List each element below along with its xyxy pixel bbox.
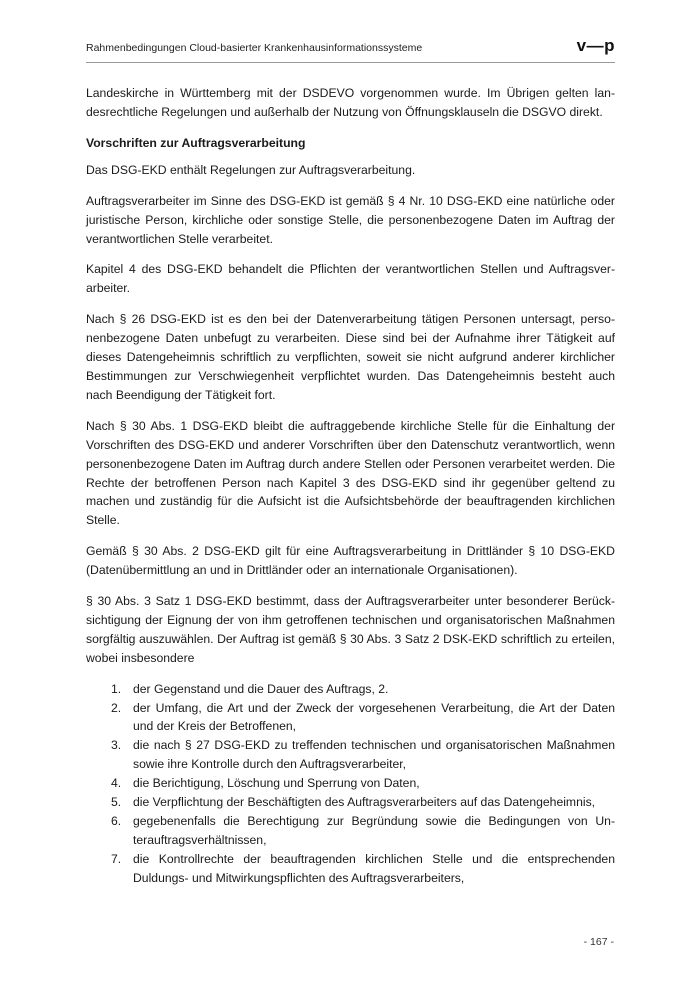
list-item xyxy=(86,774,615,793)
header-title: Rahmenbedingungen Cloud-basierter Krankenhausinformationssysteme xyxy=(86,42,423,54)
page-header xyxy=(86,36,615,63)
list-item xyxy=(86,736,615,774)
list-item xyxy=(86,680,615,699)
paragraph-intro: Landeskirche in Württemberg mit der DSDEVO vorgenommen wurde. Im Übrigen gelten landesrechtliche Regelungen und außerhalb der Nutzung von Öffnungsklauseln die DSGVO direkt. xyxy=(86,86,615,119)
list-item-text: der Umfang, die Art und der Zweck der vorgesehenen Verarbeitung, die Art der Daten und der Kreis der Betroffenen, xyxy=(133,700,615,734)
vp-logo: v—p xyxy=(576,36,615,55)
list-item xyxy=(86,812,615,850)
paragraph-3: Kapitel 4 des DSG-EKD behandelt die Pflichten der verantwortlichen Stellen und Auftragsverarbeiter. xyxy=(86,262,615,296)
paragraph-7: § 30 Abs. 3 Satz 1 DSG-EKD bestimmt, dass der Auftragsverarbeiter unter besonderer Berücksichtigung der Eignung der von ihm getroffenen technischen und organisatorischen Maßnahmen sorgfältig auszuwählen. Der Auftrag ist gemäß § 30 Abs. 3 Satz 2 DSK-EKD schriftlich zu erteilen, wobei insbesondere xyxy=(86,594,615,665)
list-item-text: der Gegenstand und die Dauer des Auftrags, 2. xyxy=(133,681,389,696)
list-item-number: 2. xyxy=(111,700,122,715)
list-item xyxy=(86,793,615,812)
list-item-number: 6. xyxy=(111,814,122,828)
list-item-text: die Verpflichtung der Beschäftigten des Auftragsverarbeiters auf das Datengeheimnis, xyxy=(133,795,596,810)
page-number: - 167 - xyxy=(583,936,614,948)
list-item-text: die Berichtigung, Löschung und Sperrung von Daten, xyxy=(133,776,420,791)
paragraph-1: Das DSG-EKD enthält Regelungen zur Auftragsverarbeitung. xyxy=(86,162,416,177)
list-item-number: 5. xyxy=(111,795,122,810)
paragraph-6: Gemäß § 30 Abs. 2 DSG-EKD gilt für eine Auftragsverarbeitung in Drittländer § 10 DSG-EKD (Datenübermittlung an und in Drittländer oder an internationale Organisationen). xyxy=(86,544,615,578)
list-item-number: 4. xyxy=(111,776,122,791)
list-item-text: die nach § 27 DSG-EKD zu treffenden technischen und organisatorischen Maßnahmen sowie ihre Kontrolle durch den Auftragsverarbeiter, xyxy=(133,738,615,772)
list-item-text: die Kontrollrechte der beauftragenden kirchlichen Stelle und die entsprechenden Duldungs- und Mitwirkungspflichten des Auftragsverarbeiters, xyxy=(133,851,615,885)
paragraph-4: Nach § 26 DSG-EKD ist es den bei der Datenverarbeitung tätigen Personen untersagt, personenbezogene Daten unbefugt zu verarbeiten. Diese sind bei der Aufnahme ihrer Tätigkeit auf dieses Datengeheimnis schriftlich zu verpflichten, soweit sie nicht aufgrund anderer kirchlicher Bestimmungen zur Verschwiegenheit verpflichtet wurden. Das Datengeheimnis besteht auch nach Beendigung der Tätigkeit fort. xyxy=(86,312,615,402)
paragraph-2: Auftragsverarbeiter im Sinne des DSG-EKD ist gemäß § 4 Nr. 10 DSG-EKD eine natürliche oder juristische Person, kirchliche oder sonstige Stelle, die personenbezogene Daten im Auftrag der verantwortlichen Stelle verarbeitet. xyxy=(86,193,615,246)
list-item xyxy=(86,699,615,737)
section-heading: Vorschriften zur Auftragsverarbeitung xyxy=(86,135,306,150)
requirements-list xyxy=(86,680,615,888)
list-item-number: 1. xyxy=(111,681,122,696)
list-item-number: 3. xyxy=(111,738,122,753)
list-item xyxy=(86,850,615,888)
list-item-text: gegebenenfalls die Berechtigung zur Begründung sowie die Bedingungen von Unterauftragsverhältnissen, xyxy=(133,814,615,847)
list-item-number: 7. xyxy=(111,851,122,866)
paragraph-5: Nach § 30 Abs. 1 DSG-EKD bleibt die auftraggebende kirchliche Stelle für die Einhaltung der Vorschriften des DSG-EKD und anderer Vorschriften über den Datenschutz verantwortlich, wenn personenbezogene Daten im Auftrag durch andere Stellen oder Personen verarbeitet werden. Die Rechte der betroffenen Person nach Kapitel 3 des DSG-EKD sind ihr gegenüber geltend zu machen und zuständig für die Aufsicht ist die Aufsichtsbehörde der beauftragenden kirchlichen Stelle. xyxy=(86,418,615,528)
page-content xyxy=(86,84,615,888)
